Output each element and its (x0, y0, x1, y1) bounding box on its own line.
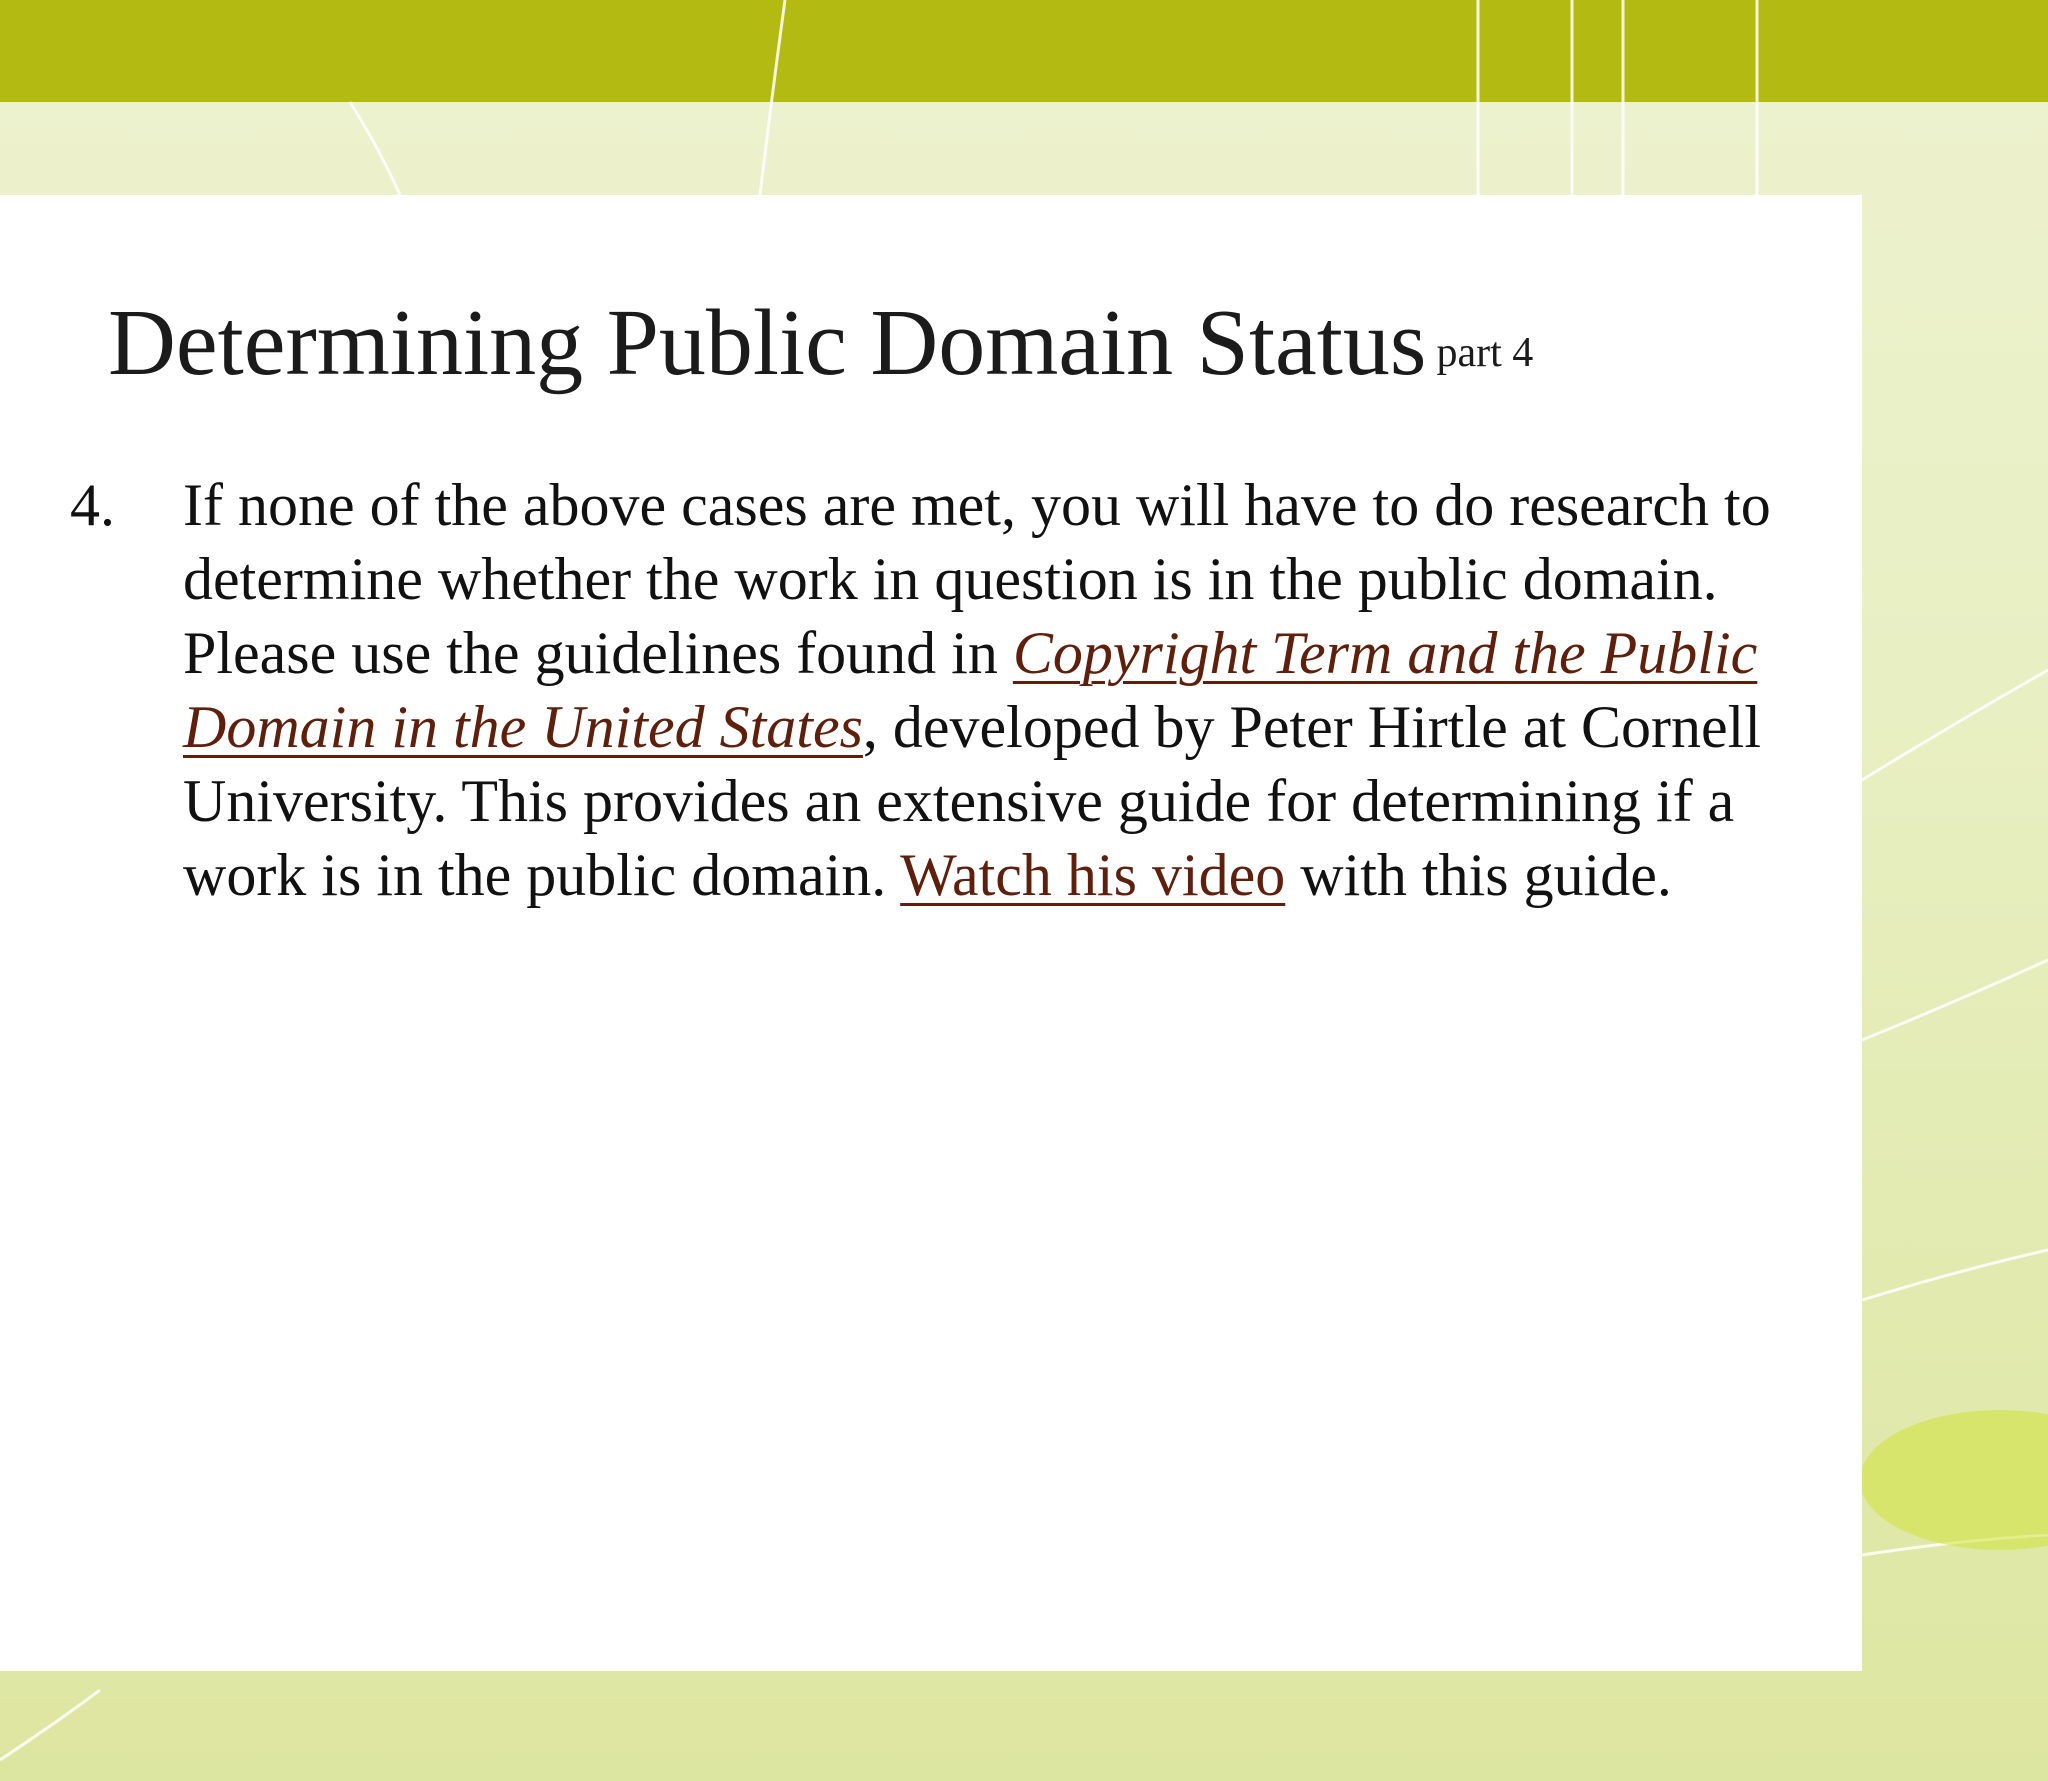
watch-video-link[interactable]: Watch his video (900, 842, 1286, 908)
slide-title (108, 292, 1533, 395)
list-item-number: 4. (70, 472, 115, 538)
slide-title-text: Determining Public Domain Status (108, 291, 1427, 395)
slide-title-suffix: part 4 (1436, 330, 1534, 377)
content-panel (0, 195, 1862, 1671)
copyright-term-guide-link[interactable]: Copyright Term and the Public Domain in the United States (183, 620, 1758, 760)
list-item-text (183, 468, 1840, 912)
item-text-middle: , developed by Peter Hirtle at Cornell University. This provides an extensive guide for determining if a work is in the public domain. (183, 694, 1761, 908)
item-text-end: with this guide. (1285, 842, 1672, 908)
list-item (70, 468, 1840, 912)
item-text-intro: If none of the above cases are met, you will have to do research to determine whether the work in question is in the public domain. Please use the guidelines found in (183, 472, 1771, 686)
